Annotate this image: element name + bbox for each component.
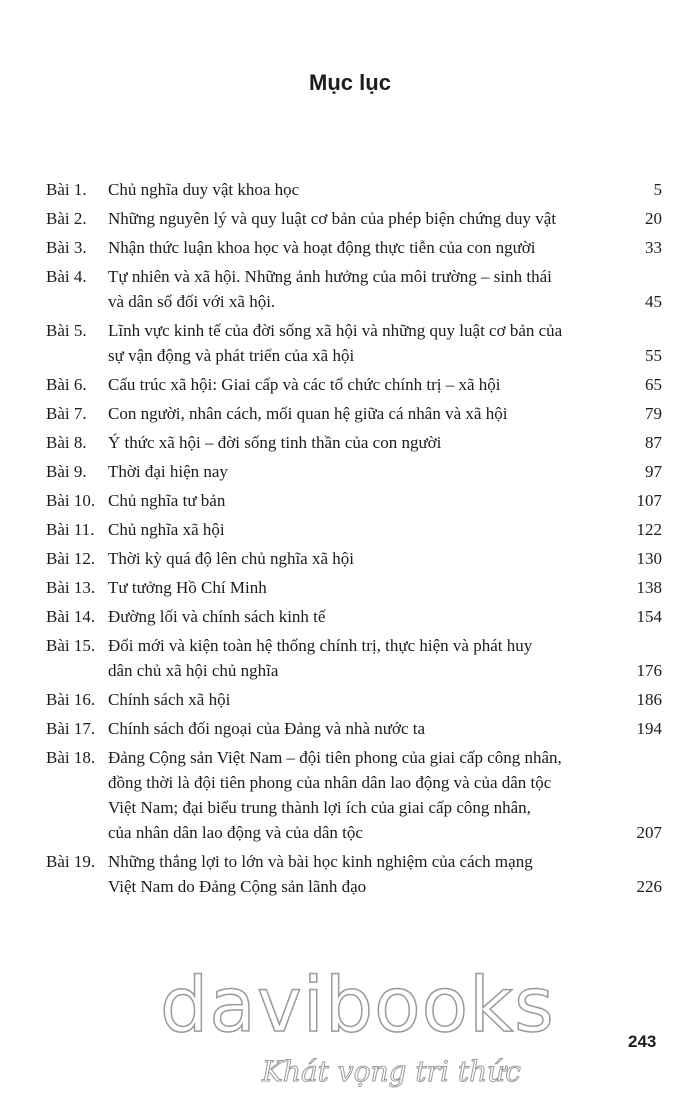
toc-entry-title-line: Lĩnh vực kinh tế của đời sống xã hội và những quy luật cơ bản của	[108, 321, 563, 340]
toc-entry	[46, 687, 662, 712]
toc-entry-title	[108, 849, 610, 899]
toc-entry-title	[108, 488, 610, 513]
toc-entry-title	[108, 633, 610, 683]
toc-entry	[46, 430, 662, 455]
toc-entry-page: 5	[653, 180, 662, 199]
toc-entry-page: 176	[636, 661, 662, 680]
toc-entry-page: 154	[636, 607, 662, 626]
toc-entry-title-line: dân chủ xã hội chủ nghĩa	[108, 661, 279, 680]
toc-entry-title-line: Chính sách đối ngoại của Đảng và nhà nước ta	[108, 719, 426, 738]
toc-entry-label: Bài 19.	[46, 852, 96, 871]
toc-entry-page: 87	[645, 433, 662, 452]
toc-entry-title-line: Thời đại hiện nay	[108, 462, 228, 481]
toc-entry-page: 122	[636, 520, 662, 539]
toc-entry-title	[108, 687, 610, 712]
toc-entry-label: Bài 16.	[46, 690, 96, 709]
toc-entry-title-line: Tự nhiên và xã hội. Những ảnh hưởng của môi trường – sinh thái	[108, 267, 552, 286]
toc-entry	[46, 318, 662, 368]
toc-entry	[46, 401, 662, 426]
toc-entry-title-line: Ý thức xã hội – đời sống tinh thần của con người	[108, 433, 442, 452]
toc-entry-title-line: Chủ nghĩa duy vật khoa học	[108, 180, 300, 199]
toc-entry-title-line: Đảng Cộng sản Việt Nam – đội tiên phong của giai cấp công nhân,	[108, 748, 562, 767]
toc-entry-label: Bài 7.	[46, 404, 87, 423]
toc-entry-title-line: sự vận động và phát triển của xã hội	[108, 346, 355, 365]
toc-entry-label: Bài 11.	[46, 520, 95, 539]
toc-entry-label: Bài 6.	[46, 375, 87, 394]
toc-entry-page: 20	[645, 209, 662, 228]
toc-entry-label: Bài 15.	[46, 636, 96, 655]
toc-entry	[46, 575, 662, 600]
watermark-tagline: Khát vọng tri thức	[262, 1055, 521, 1088]
toc-entry-page: 194	[636, 719, 662, 738]
toc-entry	[46, 372, 662, 397]
toc-entry-label: Bài 3.	[46, 238, 87, 257]
toc-entry-page: 33	[645, 238, 662, 257]
toc-entry-label: Bài 18.	[46, 748, 96, 767]
toc-entry	[46, 206, 662, 231]
toc-entry	[46, 459, 662, 484]
toc-entry-page: 55	[645, 346, 662, 365]
toc-entry	[46, 517, 662, 542]
toc-entry-title	[108, 517, 610, 542]
toc-entry-title	[108, 318, 610, 368]
toc-entry-title	[108, 401, 610, 426]
toc-entry	[46, 604, 662, 629]
toc-entry-title	[108, 177, 610, 202]
toc-entry-title	[108, 235, 610, 260]
toc-entry-title-line: Những nguyên lý và quy luật cơ bản của phép biện chứng duy vật	[108, 209, 557, 228]
toc-entry-title-line: Việt Nam do Đảng Cộng sản lãnh đạo	[108, 877, 367, 896]
toc-entry	[46, 488, 662, 513]
toc-entry-title-line: Tư tưởng Hồ Chí Minh	[108, 578, 267, 597]
toc-entry-title-line: Đường lối và chính sách kinh tế	[108, 607, 326, 626]
toc-entry-label: Bài 10.	[46, 491, 96, 510]
toc-entry-title	[108, 716, 610, 741]
toc-entry-title-line: Chủ nghĩa tư bản	[108, 491, 226, 510]
toc-entry-title-line: Thời kỳ quá độ lên chủ nghĩa xã hội	[108, 549, 354, 568]
toc-entry-label: Bài 13.	[46, 578, 96, 597]
toc-entry-page: 226	[636, 877, 662, 896]
toc-entry-label: Bài 17.	[46, 719, 96, 738]
toc-entry-page: 130	[636, 549, 662, 568]
toc-entry-title	[108, 745, 610, 845]
page-title: Mục lục	[309, 70, 391, 95]
toc-entry	[46, 264, 662, 314]
toc-entry-label: Bài 8.	[46, 433, 87, 452]
toc-entry-page: 79	[645, 404, 662, 423]
toc-entry	[46, 716, 662, 741]
toc-entry-label: Bài 14.	[46, 607, 96, 626]
toc-entry-label: Bài 1.	[46, 180, 87, 199]
toc-entry-page: 138	[636, 578, 662, 597]
toc-entry-page: 186	[636, 690, 662, 709]
toc-entry-title-line: và dân số đối với xã hội.	[108, 292, 276, 311]
watermark-logo: davibooks	[160, 960, 555, 1049]
toc-entry-title-line: Việt Nam; đại biểu trung thành lợi ích của giai cấp công nhân,	[108, 798, 531, 817]
toc-entry-page: 45	[645, 292, 662, 311]
toc-entry-title	[108, 546, 610, 571]
toc-entry-title	[108, 372, 610, 397]
toc-entry-label: Bài 5.	[46, 321, 87, 340]
toc-entry-page: 207	[636, 823, 662, 842]
toc-entry-title-line: của nhân dân lao động và của dân tộc	[108, 823, 363, 842]
toc-entry-title-line: đồng thời là đội tiên phong của nhân dân lao động và của dân tộc	[108, 773, 552, 792]
toc-entry-page: 97	[645, 462, 662, 481]
toc-entry-title-line: Chính sách xã hội	[108, 690, 231, 709]
toc-entry-title-line: Nhận thức luận khoa học và hoạt động thực tiễn của con người	[108, 238, 536, 257]
toc-entry	[46, 745, 662, 845]
toc-entry-title-line: Cấu trúc xã hội: Giai cấp và các tổ chức chính trị – xã hội	[108, 375, 501, 394]
toc-entry	[46, 849, 662, 899]
toc-entry-label: Bài 12.	[46, 549, 96, 568]
toc-entry-title	[108, 459, 610, 484]
toc-entry-page: 107	[636, 491, 662, 510]
toc-entry-label: Bài 2.	[46, 209, 87, 228]
toc-entry-title	[108, 430, 610, 455]
toc-entry-title-line: Chủ nghĩa xã hội	[108, 520, 225, 539]
table-of-contents	[46, 177, 662, 903]
toc-entry-title	[108, 575, 610, 600]
toc-entry	[46, 633, 662, 683]
toc-entry	[46, 177, 662, 202]
toc-entry-title-line: Những thắng lợi to lớn và bài học kinh nghiệm của cách mạng	[108, 852, 533, 871]
toc-entry-title	[108, 206, 610, 231]
toc-entry-title-line: Con người, nhân cách, mối quan hệ giữa cá nhân và xã hội	[108, 404, 508, 423]
toc-entry-title	[108, 264, 610, 314]
page-number: 243	[628, 1032, 657, 1051]
toc-entry-title-line: Đổi mới và kiện toàn hệ thống chính trị, thực hiện và phát huy	[108, 636, 533, 655]
toc-entry-label: Bài 9.	[46, 462, 87, 481]
toc-entry	[46, 546, 662, 571]
toc-entry-page: 65	[645, 375, 662, 394]
toc-entry	[46, 235, 662, 260]
toc-entry-title	[108, 604, 610, 629]
toc-entry-label: Bài 4.	[46, 267, 87, 286]
